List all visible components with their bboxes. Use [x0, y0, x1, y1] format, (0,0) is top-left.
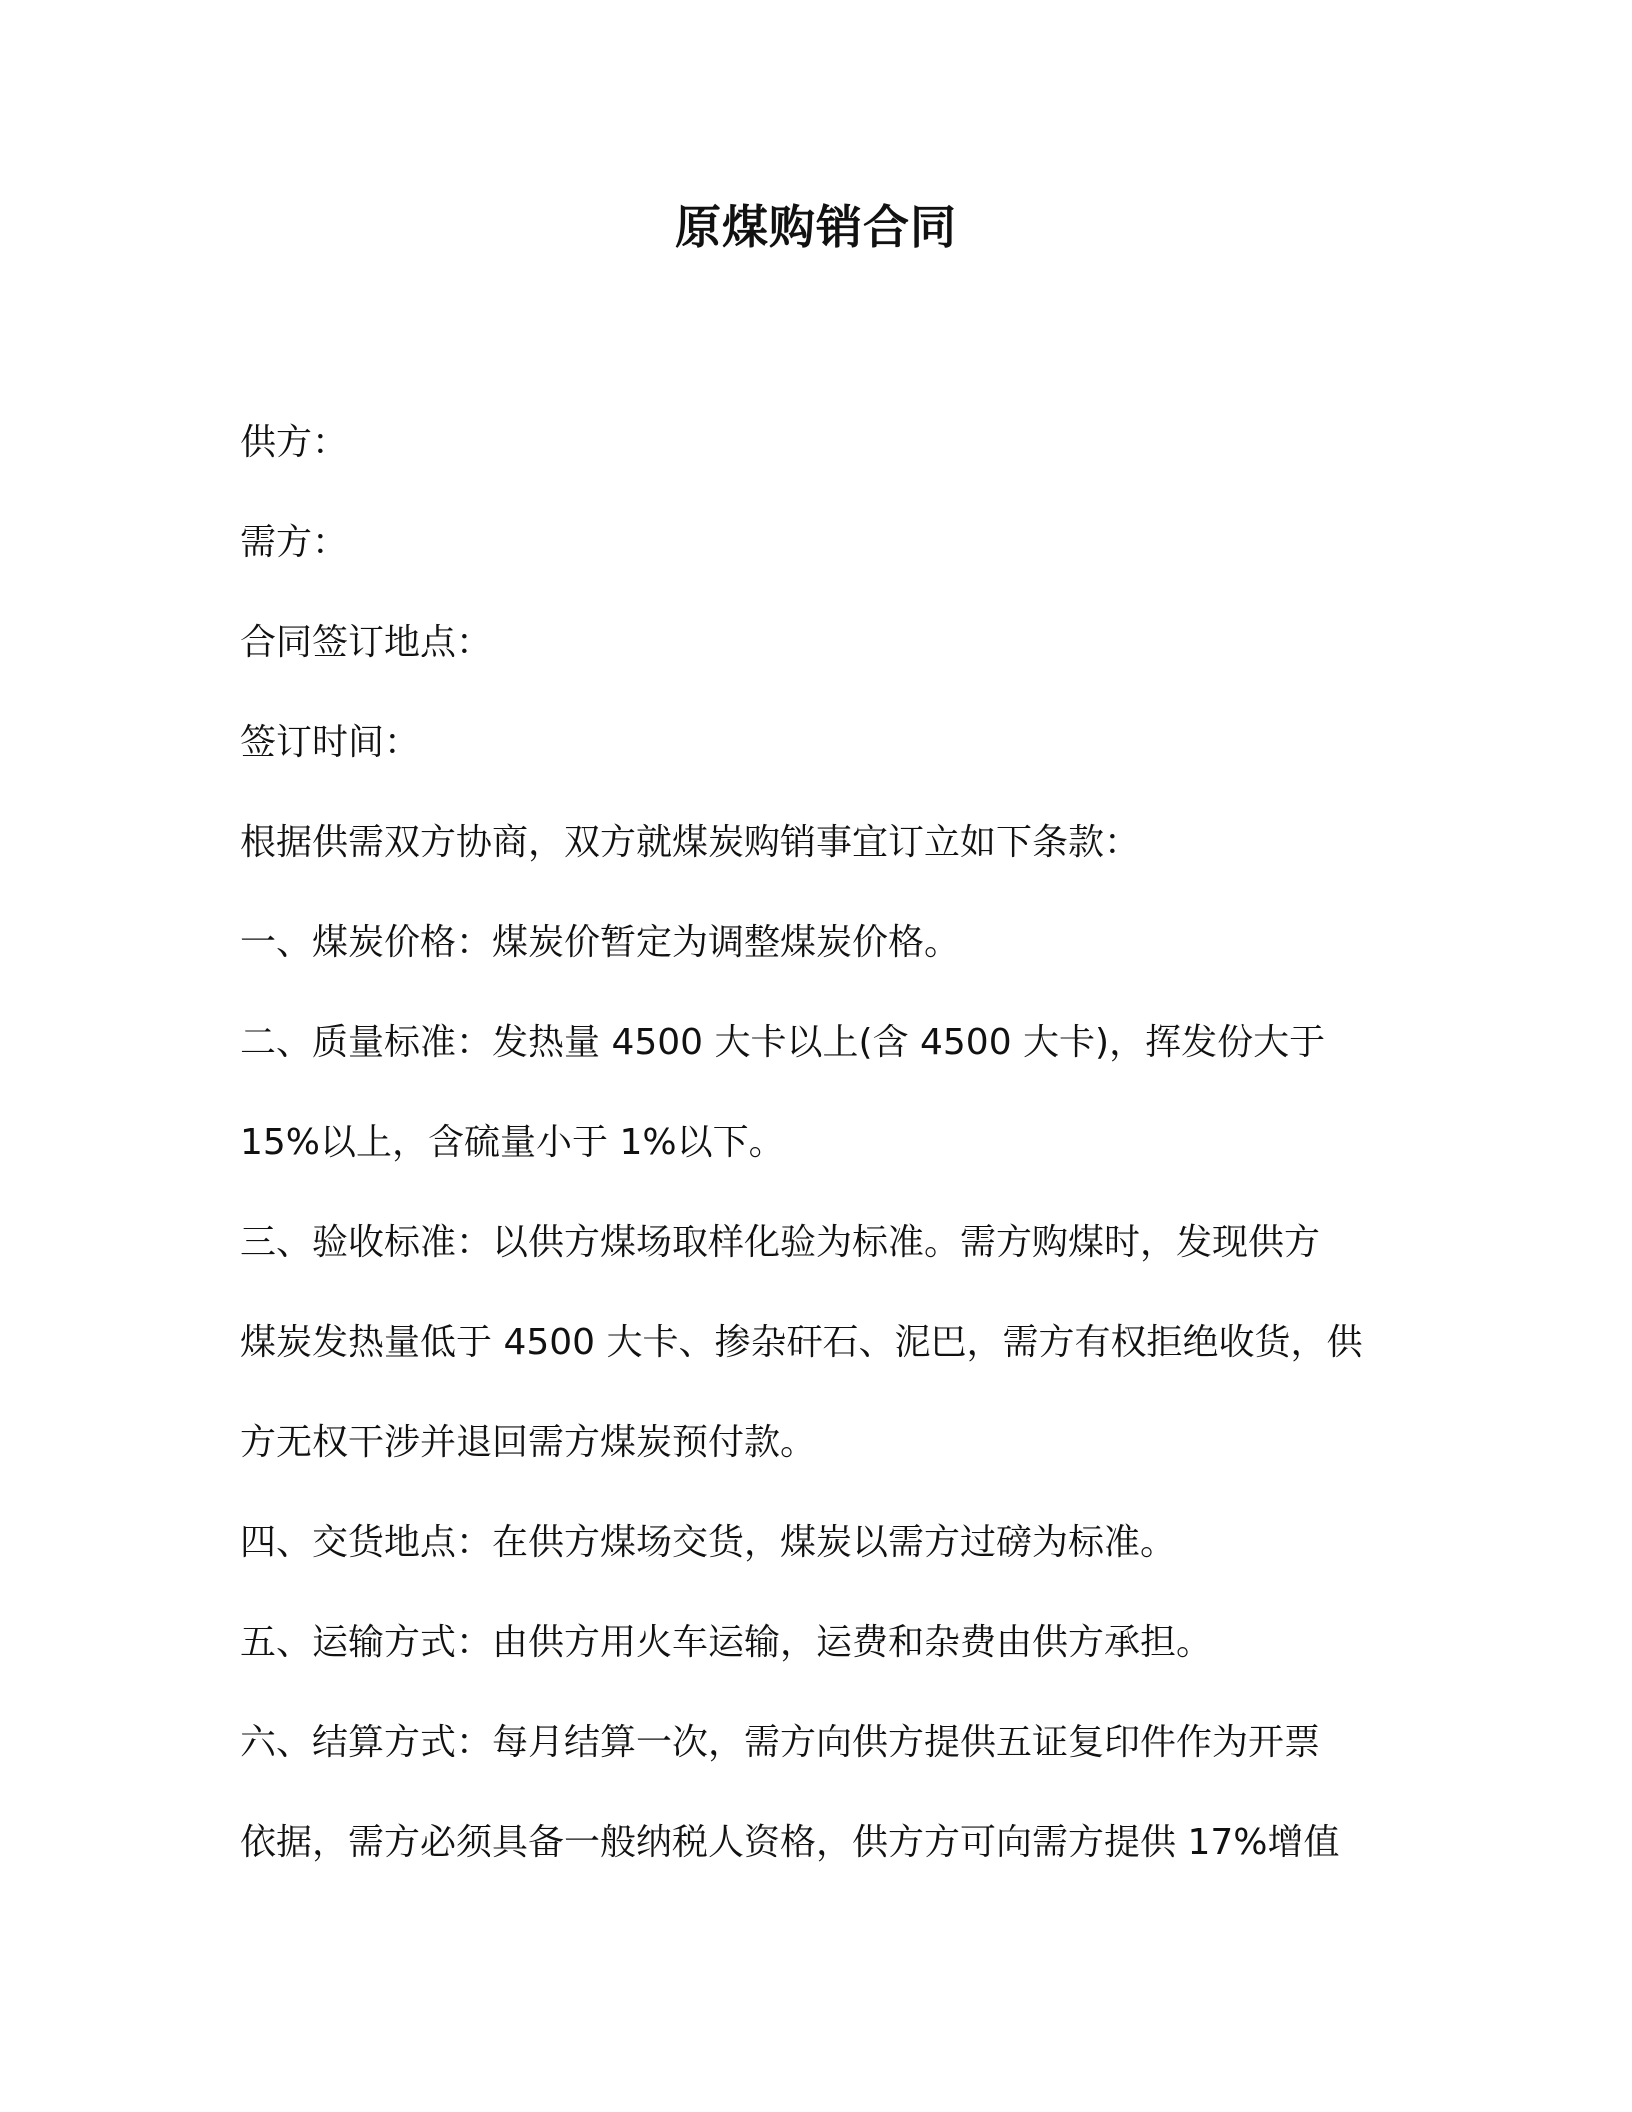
clause-5-line-1: 五、运输方式：由供方用火车运输，运费和杂费由供方承担。 [240, 1622, 1213, 1663]
document-title: 原煤购销合同 [675, 200, 957, 254]
clause-3-line-2: 煤炭发热量低于 4500 大卡、掺杂矸石、泥巴，需方有权拒绝收货，供 [240, 1322, 1363, 1363]
signing-place-field-label: 合同签订地点： [240, 622, 493, 663]
clause-6-line-1: 六、结算方式：每月结算一次，需方向供方提供五证复印件作为开票 [240, 1722, 1321, 1763]
supplier-field-label: 供方： [240, 422, 349, 463]
clause-3-line-3: 方无权干涉并退回需方煤炭预付款。 [240, 1422, 817, 1463]
clause-2-line-2: 15%以上，含硫量小于 1%以下。 [240, 1122, 785, 1163]
signing-time-field-label: 签订时间： [240, 722, 421, 763]
clause-2-line-1: 二、质量标准：发热量 4500 大卡以上(含 4500 大卡)，挥发份大于 [240, 1022, 1326, 1063]
clause-6-line-2: 依据，需方必须具备一般纳税人资格，供方方可向需方提供 17%增值 [240, 1822, 1340, 1863]
clause-1-line-1: 一、煤炭价格：煤炭价暂定为调整煤炭价格。 [240, 922, 961, 963]
intro-paragraph: 根据供需双方协商，双方就煤炭购销事宜订立如下条款： [240, 822, 1141, 863]
buyer-field-label: 需方： [240, 522, 349, 563]
clause-4-line-1: 四、交货地点：在供方煤场交货，煤炭以需方过磅为标准。 [240, 1522, 1177, 1563]
clause-3-line-1: 三、验收标准：以供方煤场取样化验为标准。需方购煤时，发现供方 [240, 1222, 1321, 1263]
